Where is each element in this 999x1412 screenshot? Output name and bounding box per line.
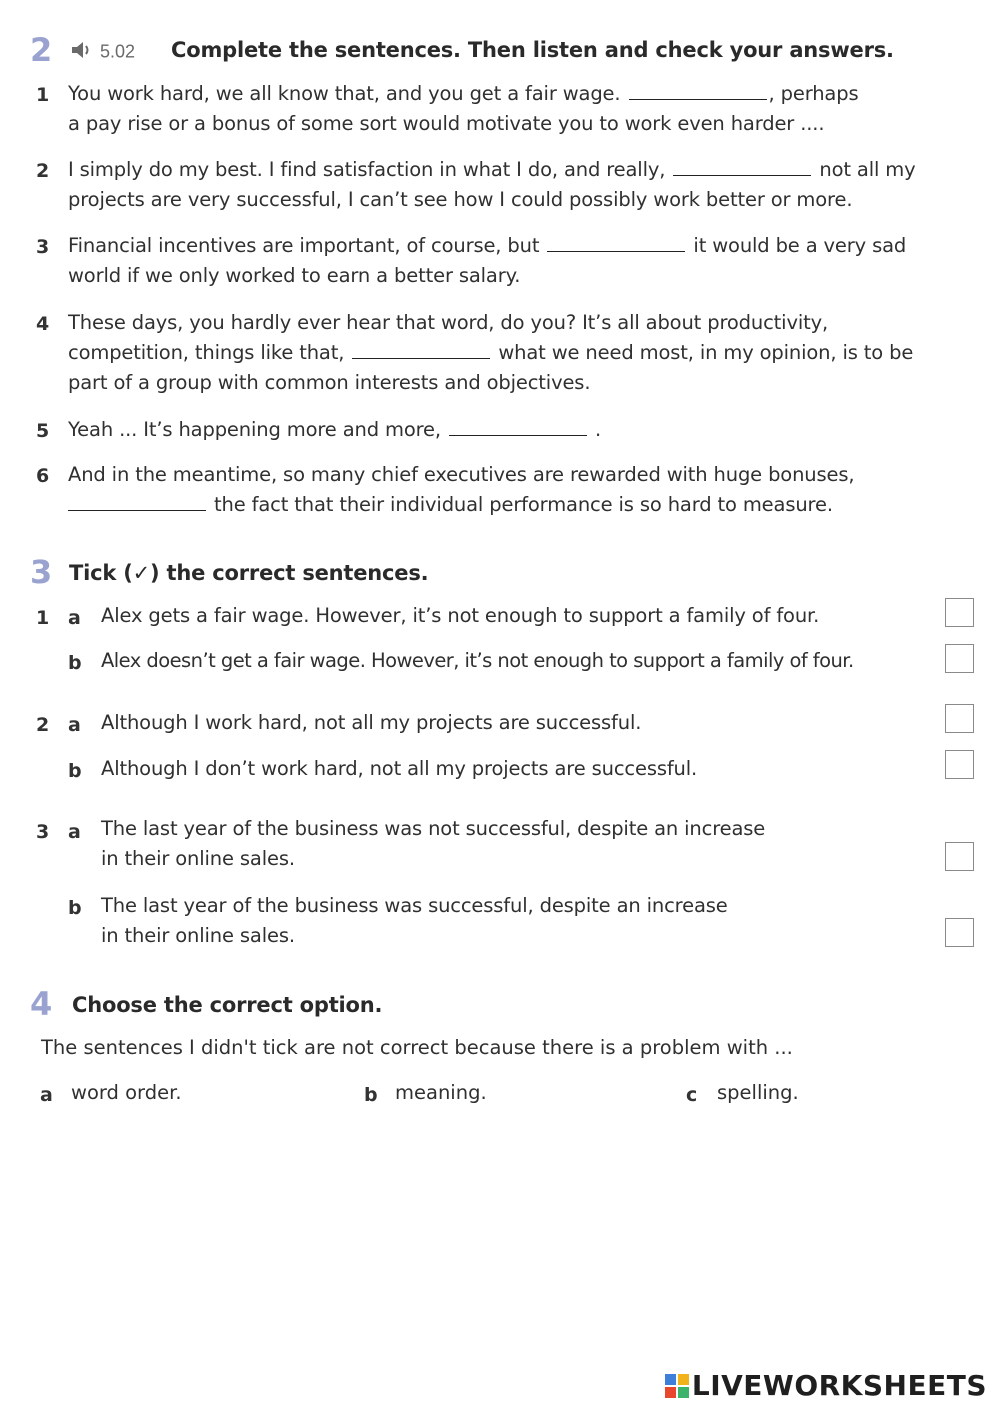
group-3-number: 3 xyxy=(36,821,50,843)
section-4-number: 4 xyxy=(30,985,53,1023)
answer-blank-1[interactable] xyxy=(629,80,767,100)
choice-c-letter: c xyxy=(686,1084,698,1106)
option-3b-text: The last year of the business was successful, despite an increase in their online sales. xyxy=(101,894,728,947)
option-2b-letter: b xyxy=(68,760,82,782)
item-5-text: Yeah ... It’s happening more and more, . xyxy=(68,418,602,441)
liveworksheets-logo xyxy=(665,1369,987,1402)
option-1a-text: Alex gets a fair wage. However, it’s not enough to support a family of four. xyxy=(101,604,820,627)
tick-box-2b[interactable] xyxy=(945,750,974,779)
logo-square xyxy=(678,1374,689,1385)
choice-a-letter: a xyxy=(40,1084,53,1106)
answer-blank-5[interactable] xyxy=(449,416,587,436)
audio-track-label: 5.02 xyxy=(100,41,136,62)
option-2b-text: Although I don’t work hard, not all my projects are successful. xyxy=(101,757,698,780)
answer-blank-6[interactable] xyxy=(68,491,206,511)
item-2-text: I simply do my best. I find satisfaction in what I do, and really, not all my projects are very successful, I can’t see how I could possibly work better or more. xyxy=(68,158,916,211)
logo-square xyxy=(665,1374,676,1385)
item-2-number: 2 xyxy=(36,160,50,182)
section-3-number: 3 xyxy=(30,553,53,591)
option-3a-letter: a xyxy=(68,821,81,843)
section-4-prompt: The sentences I didn't tick are not correct because there is a problem with ... xyxy=(41,1036,793,1059)
logo-square xyxy=(678,1387,689,1398)
answer-blank-3[interactable] xyxy=(547,232,685,252)
audio-track[interactable] xyxy=(70,40,135,65)
item-3-number: 3 xyxy=(36,236,50,258)
tick-box-3b[interactable] xyxy=(945,918,974,947)
tick-box-2a[interactable] xyxy=(945,704,974,733)
option-2a-letter: a xyxy=(68,714,81,736)
tick-box-1b[interactable] xyxy=(945,644,974,673)
section-3-title: Tick (✓) the correct sentences. xyxy=(69,561,429,585)
group-1-number: 1 xyxy=(36,607,50,629)
section-2-title: Complete the sentences. Then listen and check your answers. xyxy=(171,38,894,62)
option-1a-letter: a xyxy=(68,607,81,629)
item-4-number: 4 xyxy=(36,313,50,335)
logo-text: LIVEWORKSHEETS xyxy=(691,1369,987,1402)
speaker-icon[interactable] xyxy=(70,40,98,65)
answer-blank-2[interactable] xyxy=(673,156,811,176)
logo-mark-icon xyxy=(665,1374,689,1398)
option-3b-letter: b xyxy=(68,897,82,919)
answer-blank-4[interactable] xyxy=(352,339,490,359)
item-4-text: These days, you hardly ever hear that word, do you? It’s all about productivity, competition, things like that, what we need most, in my opinion, is to be part of a group with common interests and objectives. xyxy=(68,311,914,394)
option-2a-text: Although I work hard, not all my projects are successful. xyxy=(101,711,642,734)
choice-b-letter: b xyxy=(364,1084,378,1106)
logo-square xyxy=(665,1387,676,1398)
item-1-text: You work hard, we all know that, and you get a fair wage. , perhaps a pay rise or a bonus of some sort would motivate you to work even harder .... xyxy=(68,82,859,135)
item-6-number: 6 xyxy=(36,465,50,487)
option-1b-text: Alex doesn’t get a fair wage. However, it’s not enough to support a family of four. xyxy=(101,649,854,672)
item-1-number: 1 xyxy=(36,84,50,106)
section-4-title: Choose the correct option. xyxy=(72,993,383,1017)
choice-a-text[interactable]: word order. xyxy=(71,1081,182,1104)
option-1b-letter: b xyxy=(68,652,82,674)
choice-c-text[interactable]: spelling. xyxy=(717,1081,799,1104)
item-5-number: 5 xyxy=(36,420,50,442)
choice-b-text[interactable]: meaning. xyxy=(395,1081,487,1104)
section-2-number: 2 xyxy=(30,31,53,69)
item-6-text: And in the meantime, so many chief executives are rewarded with huge bonuses, the fact that their individual performance is so hard to measure. xyxy=(68,463,855,516)
item-3-text: Financial incentives are important, of course, but it would be a very sad world if we only worked to earn a better salary. xyxy=(68,234,907,287)
tick-box-1a[interactable] xyxy=(945,598,974,627)
option-3a-text: The last year of the business was not successful, despite an increase in their online sales. xyxy=(101,817,766,870)
tick-box-3a[interactable] xyxy=(945,842,974,871)
group-2-number: 2 xyxy=(36,714,50,736)
